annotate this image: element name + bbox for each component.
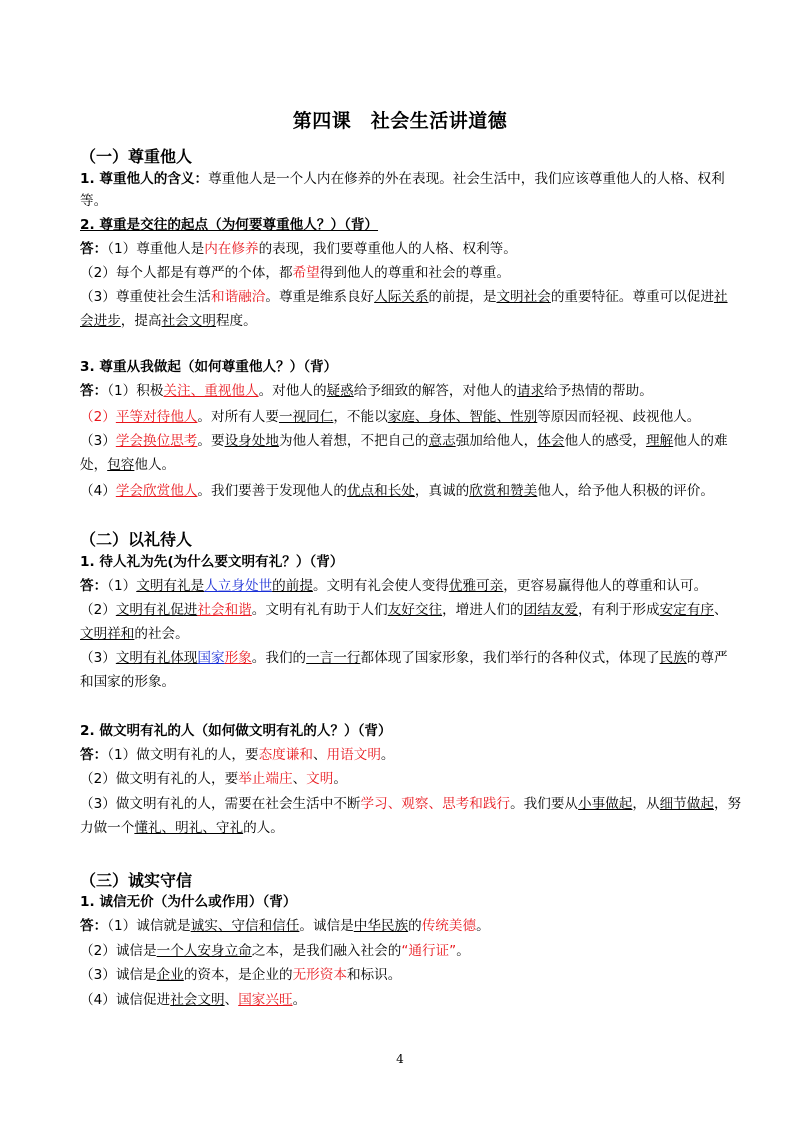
text: 。我们要善于发现他人的 xyxy=(197,483,347,499)
answer-line xyxy=(80,795,741,813)
text: （2） xyxy=(80,602,116,618)
text: 都体现了国家形象，我们举行的各种仪式，体现了 xyxy=(360,650,660,666)
underlined: 一言一行 xyxy=(306,650,361,666)
question-heading: 3. 尊重从我做起（如何尊重他人？）（背） xyxy=(80,359,338,375)
answer-label: 答： xyxy=(80,747,108,763)
text: 的 xyxy=(408,918,422,934)
text: 之本，是我们融入社会的 xyxy=(251,943,402,959)
section-heading-honesty: （三）诚实守信 xyxy=(80,871,193,890)
answer-label: 答： xyxy=(80,383,108,399)
underlined: 安定有序 xyxy=(659,602,714,618)
answer-line xyxy=(80,917,490,935)
text: 的尊严 xyxy=(686,650,728,666)
paragraph-respect-definition xyxy=(80,170,725,188)
answer-line xyxy=(80,649,728,667)
underlined: 诚实、守信和信任 xyxy=(190,918,300,934)
text: 。 xyxy=(456,943,470,959)
answer-line xyxy=(80,966,401,984)
highlight-red: 用语文明 xyxy=(326,747,381,763)
highlight-red: 内在修养 xyxy=(204,241,259,257)
answer-line xyxy=(80,288,728,306)
text: 得到他人的尊重和社会的尊重。 xyxy=(319,265,511,281)
underlined: 文明社会 xyxy=(496,289,551,305)
highlight-red: 学会换位思考 xyxy=(115,433,198,449)
underlined: 优雅可亲 xyxy=(448,578,504,594)
highlight-red: 文明 xyxy=(306,771,334,787)
text: 尊重他人是一个人内在修养的外在表现。社会生活中，我们应该尊重他人的人格、权利 xyxy=(208,171,725,187)
text: 的人。 xyxy=(243,820,284,836)
text: （3）诚信是 xyxy=(80,967,157,983)
text: （1）诚信就是 xyxy=(107,918,191,934)
text: （2）诚信是 xyxy=(80,943,157,959)
underlined: 疑惑 xyxy=(326,383,354,399)
text: 。文明有礼会使人变得 xyxy=(312,578,449,594)
text: （3）做文明有礼的人，需要在社会生活中不断 xyxy=(80,796,361,812)
text: 。对所有人要 xyxy=(197,409,279,425)
text: ，更容易赢得他人的尊重和认可。 xyxy=(503,578,708,594)
section-heading-courtesy: （二）以礼待人 xyxy=(80,530,193,549)
underlined: 文明有礼体现 xyxy=(115,650,198,666)
highlight-red: 学习、观察、思考和践行 xyxy=(360,796,511,812)
answer-line xyxy=(80,991,306,1009)
underlined: 家庭、身体、智能、性别 xyxy=(387,409,538,425)
text: ，努 xyxy=(713,796,742,812)
underlined: 民族 xyxy=(659,650,687,666)
text: 。 xyxy=(333,771,347,787)
underlined: 包容 xyxy=(107,457,135,473)
section-heading-respect: （一）尊重他人 xyxy=(80,147,193,166)
text: 他人的难 xyxy=(673,433,728,449)
answer-line xyxy=(80,456,175,474)
text: 的社会。 xyxy=(134,626,189,642)
highlight-red: “通行证” xyxy=(401,943,457,959)
text: 等原因而轻视、歧视他人。 xyxy=(537,409,701,425)
text: 。我们的 xyxy=(251,650,307,666)
answer-label: 答： xyxy=(80,578,108,594)
answer-label: 答： xyxy=(80,241,108,257)
answer-line xyxy=(80,625,189,643)
answer-line xyxy=(80,482,714,500)
underlined: 人际关系 xyxy=(374,289,429,305)
underlined: 企业 xyxy=(156,967,184,983)
text: 他人的感受， xyxy=(564,433,646,449)
text: 处， xyxy=(80,457,108,473)
text: （1）积极 xyxy=(107,383,164,399)
underlined: 欣赏和赞美 xyxy=(469,483,538,499)
highlight-red: 社会和谐 xyxy=(197,602,252,618)
text: 、 xyxy=(292,771,307,787)
underlined: 一视同仁 xyxy=(278,409,334,425)
text: ，真诚的 xyxy=(414,483,470,499)
underlined: 请求 xyxy=(516,383,545,399)
answer-line xyxy=(80,408,700,426)
answer-line xyxy=(80,601,728,619)
highlight-red: （2） xyxy=(80,409,116,425)
highlight-red: 学会欣赏他人 xyxy=(115,483,198,499)
text: （3） xyxy=(80,433,116,449)
text: ，从 xyxy=(632,796,660,812)
text: 强加给他人， xyxy=(455,433,538,449)
text: （1）做文明有礼的人，要 xyxy=(107,747,259,763)
text: ，增进人们的 xyxy=(442,602,524,618)
question-heading: 2. 做文明有礼的人（如何做文明有礼的人？）（背） xyxy=(80,723,392,739)
text: 的重要特征。尊重可以促进 xyxy=(550,289,714,305)
highlight-red: 传统美德 xyxy=(421,918,477,934)
answer-line xyxy=(80,264,510,282)
answer-line xyxy=(80,240,517,258)
text: （4） xyxy=(80,483,116,499)
answer-label: 答： xyxy=(80,918,108,934)
text: 力做一个 xyxy=(80,820,135,836)
text: 、 xyxy=(312,747,327,763)
answer-line xyxy=(80,942,470,960)
text: （3） xyxy=(80,650,116,666)
text: 。 xyxy=(380,747,395,763)
underlined: 社会文明 xyxy=(170,992,225,1008)
text: 。我们要从 xyxy=(510,796,579,812)
underlined: 设身处地 xyxy=(224,433,279,449)
text: （1）尊重他人是 xyxy=(107,241,205,257)
underlined: 友好交往 xyxy=(387,602,443,618)
text: 。尊重是维系良好 xyxy=(265,289,375,305)
answer-line xyxy=(80,432,728,450)
underlined: 小事做起 xyxy=(578,796,633,812)
answer-line xyxy=(80,746,395,764)
highlight-red: 态度谦和 xyxy=(258,747,313,763)
underlined: 优点和长处 xyxy=(346,483,415,499)
underlined: 社会文明 xyxy=(161,313,216,329)
underlined: 细节做起 xyxy=(659,796,714,812)
text: ，有利于形成 xyxy=(578,602,660,618)
text: 给予细致的解答，对他人的 xyxy=(353,383,517,399)
text: 程度。 xyxy=(215,313,257,329)
answer-line xyxy=(80,770,347,788)
text: 的前提，是 xyxy=(428,289,497,305)
highlight-red: 平等对待他人 xyxy=(115,409,198,425)
highlight-blue: 国家 xyxy=(197,650,225,666)
highlight-red: 无形资本 xyxy=(292,967,347,983)
text: 等。 xyxy=(80,193,108,209)
underlined: 的前提 xyxy=(272,578,313,594)
highlight-red: 举止端庄 xyxy=(238,771,293,787)
underlined: 理解 xyxy=(646,433,674,449)
highlight-red: 国家兴旺 xyxy=(238,992,293,1008)
text: （2）每个人都是有尊严的个体，都 xyxy=(80,265,293,281)
underlined: 文明祥和 xyxy=(80,626,135,642)
answer-line xyxy=(80,312,257,330)
underlined: 体会 xyxy=(537,433,565,449)
text: 的表现，我们要尊重他人的人格、权利等。 xyxy=(258,241,517,257)
text: 给予热情的帮助。 xyxy=(544,383,653,399)
text: 的资本，是企业的 xyxy=(183,967,293,983)
term: 1. 尊重他人的含义： xyxy=(80,171,209,187)
question-heading: 1. 诚信无价（为什么或作用）（背） xyxy=(80,894,297,910)
text: （4）诚信促进 xyxy=(80,992,171,1008)
answer-line xyxy=(80,819,284,837)
question-heading: 1. 待人礼为先(为什么要文明有礼？）（背） xyxy=(80,554,344,570)
underlined: 文明有礼是 xyxy=(136,578,205,594)
text: ，不能以 xyxy=(333,409,388,425)
page-title: 第四课 社会生活讲道德 xyxy=(292,110,508,132)
text: ，提高 xyxy=(120,313,162,329)
underlined: 社 xyxy=(713,289,728,305)
text: 。对他人的 xyxy=(258,383,327,399)
underlined: 文明有礼促进 xyxy=(115,602,198,618)
underlined: 一个人安身立命 xyxy=(156,943,252,959)
text: 他人。 xyxy=(134,457,176,473)
highlight-red: 关注、重视他人 xyxy=(163,383,259,399)
text: 、 xyxy=(224,992,239,1008)
text: 。 xyxy=(476,918,490,934)
underlined: 懂礼、明礼、守礼 xyxy=(134,820,244,836)
text: 、 xyxy=(713,602,728,618)
text: 和国家的形象。 xyxy=(80,674,176,690)
highlight-red: 希望 xyxy=(292,265,320,281)
highlight-blue: 人立身处世 xyxy=(204,578,273,594)
question-heading: 2. 尊重是交往的起点（为何要尊重他人？）（背） xyxy=(80,217,379,233)
text: （3）尊重使社会生活 xyxy=(80,289,211,305)
underlined: 会进步 xyxy=(80,313,121,329)
paragraph-continuation xyxy=(80,192,107,210)
text: 为他人着想，不把自己的 xyxy=(278,433,429,449)
text: （1） xyxy=(107,578,137,594)
text: 。文明有礼有助于人们 xyxy=(251,602,388,618)
page-number: 4 xyxy=(396,1052,404,1066)
text: （2）做文明有礼的人，要 xyxy=(80,771,239,787)
text: 和标识。 xyxy=(346,967,402,983)
answer-line xyxy=(80,577,707,595)
answer-line xyxy=(80,673,175,691)
underlined: 团结友爱 xyxy=(523,602,579,618)
answer-line xyxy=(80,382,653,400)
highlight-red: 和谐融洽 xyxy=(211,289,266,305)
text: 他人，给予他人积极的评价。 xyxy=(537,483,714,499)
text: 。 xyxy=(292,992,307,1008)
underlined: 意志 xyxy=(428,433,456,449)
text: 。要 xyxy=(197,433,225,449)
underlined: 中华民族 xyxy=(353,918,409,934)
text: 。诚信是 xyxy=(299,918,354,934)
highlight-red: 形象 xyxy=(224,650,252,666)
